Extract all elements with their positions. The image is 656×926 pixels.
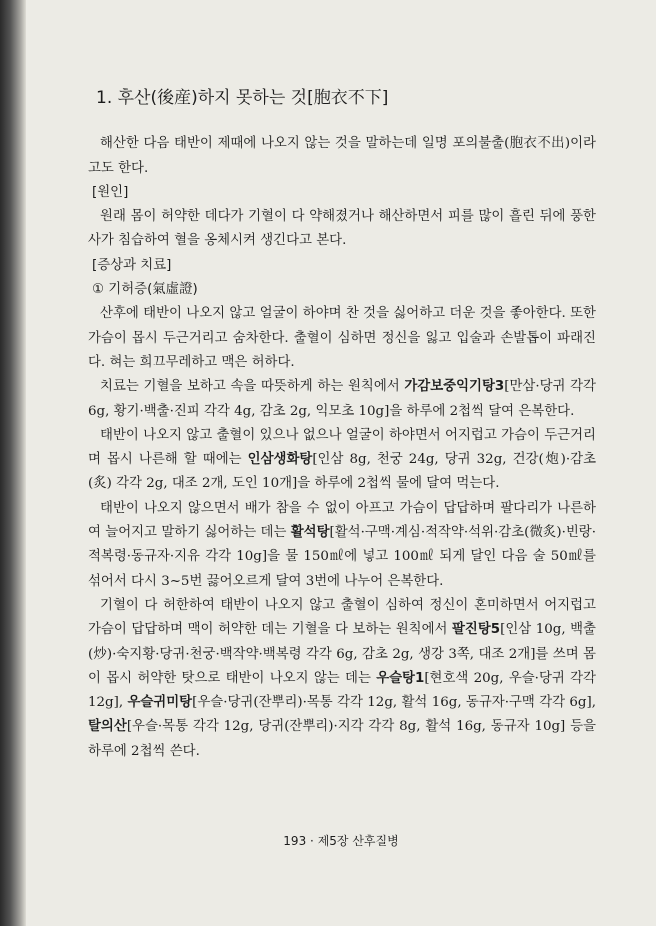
treatment-paragraph-3 xyxy=(88,497,596,594)
text-segment: 태반이 나오지 않으면서 배가 참을 수 없이 아프고 가슴이 답답하며 팔다리가 나른하여 늘어지고 말하기 싫어하는 데는 xyxy=(88,500,596,541)
text-segment: 기혈이 다 허한하여 태반이 나오지 않고 출혈이 심하여 정신이 혼미하면서 어지럽고 가슴이 답답하며 맥이 허약한 데는 기혈을 다 보하는 원칙에서 xyxy=(88,597,596,638)
treatment-paragraph-4 xyxy=(88,594,596,764)
treatment-heading: [증상과 치료] xyxy=(92,257,172,273)
text-segment: 태반이 나오지 않고 출혈이 있으나 없으나 얼굴이 하야면서 어지럽고 가슴이 두근거리며 몹시 나른해 할 때에는 xyxy=(88,427,596,468)
section-title: 1. 후산(後産)하지 못하는 것[胞衣不下] xyxy=(96,88,389,108)
prescription-name: 탈의산 xyxy=(88,719,127,735)
text-segment: [우슬·목통 각각 12g, 당귀(잔뿌리)·지각 각각 8g, 활석 16g, 동규자 10g] 등을 하루에 2첩씩 쓴다. xyxy=(88,719,596,759)
text-segment: 치료는 기혈을 보하고 속을 따뜻하게 하는 원칙에서 xyxy=(100,379,405,395)
prescription-name: 인삼생화탕 xyxy=(247,452,313,468)
page-content xyxy=(88,86,596,764)
subsection-heading: ① 기허증(氣虛證) xyxy=(92,282,198,298)
text-segment: [활석·구맥·계심·적작약·석위·감초(微炙)·빈랑·적복령·동규자·지유 각각 10g]을 물 150㎖에 넣고 100㎖ 되게 달인 다음 술 50㎖를 섞어서 다시 3~5번 끓어오르게 달여 3번에 나누어 은복한다. xyxy=(88,525,596,589)
text-segment: [현호색 20g, 우슬·당귀 각각 12g], xyxy=(88,670,596,711)
book-spine-shadow xyxy=(0,0,26,926)
prescription-name: 활석탕 xyxy=(290,525,330,541)
intro-paragraph: 해산한 다음 태반이 제때에 나오지 않는 것을 말하는데 일명 포의불출(胞衣不出)이라고도 한다. xyxy=(88,136,596,176)
prescription-name: 우슬귀미탕 xyxy=(127,695,193,711)
prescription-name: 우슬탕1 xyxy=(376,670,425,686)
page-footer xyxy=(26,832,656,849)
treatment-paragraph-1 xyxy=(88,375,596,424)
prescription-name: 가감보중익기탕3 xyxy=(404,379,505,395)
treatment-paragraph-2 xyxy=(88,424,596,497)
page-number: 193 xyxy=(283,834,307,848)
book-page xyxy=(26,0,656,926)
prescription-name: 팔진탕5 xyxy=(452,622,501,638)
text-segment: [인삼 10g, 백출(炒)·숙지황·당귀·천궁·백작약·백복령 각각 6g, 감초 2g, 생강 3쪽, 대조 2개]를 쓰며 몸이 몹시 허약한 탓으로 태반이 나오지 않는 데는 xyxy=(88,622,596,686)
cause-paragraph: 원래 몸이 허약한 데다가 기혈이 다 약해졌거나 해산하면서 피를 많이 흘린 뒤에 풍한사가 침습하여 혈을 옹체시켜 생긴다고 본다. xyxy=(88,209,596,249)
footer-separator: · xyxy=(310,834,314,848)
text-segment: [인삼 8g, 천궁 24g, 당귀 32g, 건강(炮)·감초(炙) 각각 2g, 대조 2개, 도인 10개]을 하루에 2첩씩 물에 달여 먹는다. xyxy=(88,452,597,492)
cause-heading: [원인] xyxy=(92,184,129,200)
chapter-title: 제5장 산후질병 xyxy=(317,834,399,848)
symptom-paragraph: 산후에 태반이 나오지 않고 얼굴이 하야며 찬 것을 싫어하고 더운 것을 좋아한다. 또한 가슴이 몹시 두근거리고 숨차한다. 출혈이 심하면 정신을 잃고 입술과 손발톱이 파래진다. 혀는 희끄무레하고 맥은 허하다. xyxy=(88,306,596,370)
text-segment: [우슬·당귀(잔뿌리)·목통 각각 12g, 활석 16g, 동규자·구맥 각각 6g], xyxy=(192,695,596,711)
text-segment: [만삼·당귀 각각 6g, 황기·백출·진피 각각 4g, 감초 2g, 익모초 10g]을 하루에 2첩씩 달여 은복한다. xyxy=(88,379,596,419)
